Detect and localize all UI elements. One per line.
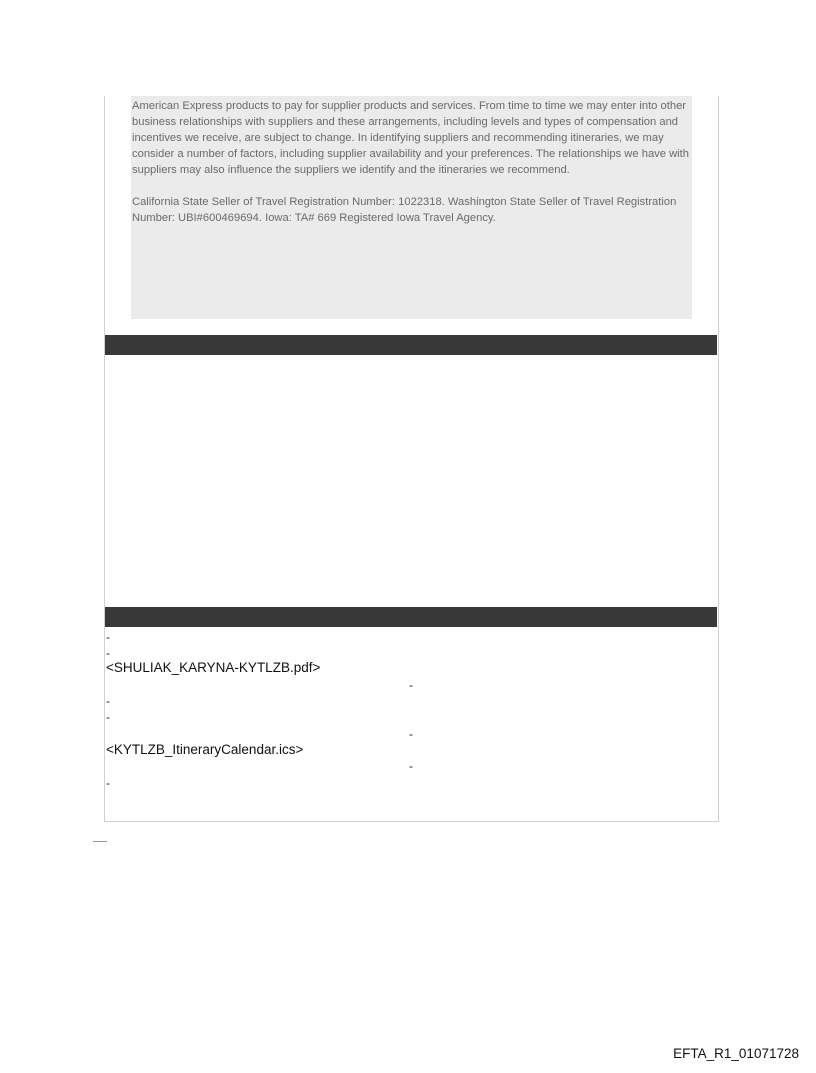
stray-mark xyxy=(93,838,107,842)
section-header-bar xyxy=(105,335,717,355)
separator-dash: - xyxy=(409,759,413,773)
separator-dash: - xyxy=(106,646,110,660)
supplier-relationship-notice xyxy=(131,96,692,319)
attachment-ics-link[interactable]: <KYTLZB_ItineraryCalendar.ics> xyxy=(106,742,304,757)
section-header-bar xyxy=(105,607,717,627)
separator-dash: - xyxy=(106,694,110,708)
separator-dash: - xyxy=(106,776,110,790)
notice-paragraph-supplier: American Express products to pay for supplier products and services. From time to time we may enter into other business relationships with suppliers and these arrangements, including levels and types of compensation and incentives we receive, are subject to change. In identifying suppliers and recommending itineraries, we may consider a number of factors, including supplier availability and your preferences. The relationships we have with suppliers may also influence the suppliers we identify and the itineraries we recommend. xyxy=(132,100,689,176)
notice-paragraph-registration: California State Seller of Travel Registration Number: 1022318. Washington State Seller of Travel Registration Number: UBI#600469694. Iowa: TA# 669 Registered Iowa Travel Agency. xyxy=(132,196,677,224)
attachment-pdf-link[interactable]: <SHULIAK_KARYNA-KYTLZB.pdf> xyxy=(106,660,321,675)
separator-dash: - xyxy=(409,678,413,692)
separator-dash: - xyxy=(106,710,110,724)
separator-dash: - xyxy=(106,630,110,644)
document-id: EFTA_R1_01071728 xyxy=(673,1046,799,1061)
separator-dash: - xyxy=(409,727,413,741)
